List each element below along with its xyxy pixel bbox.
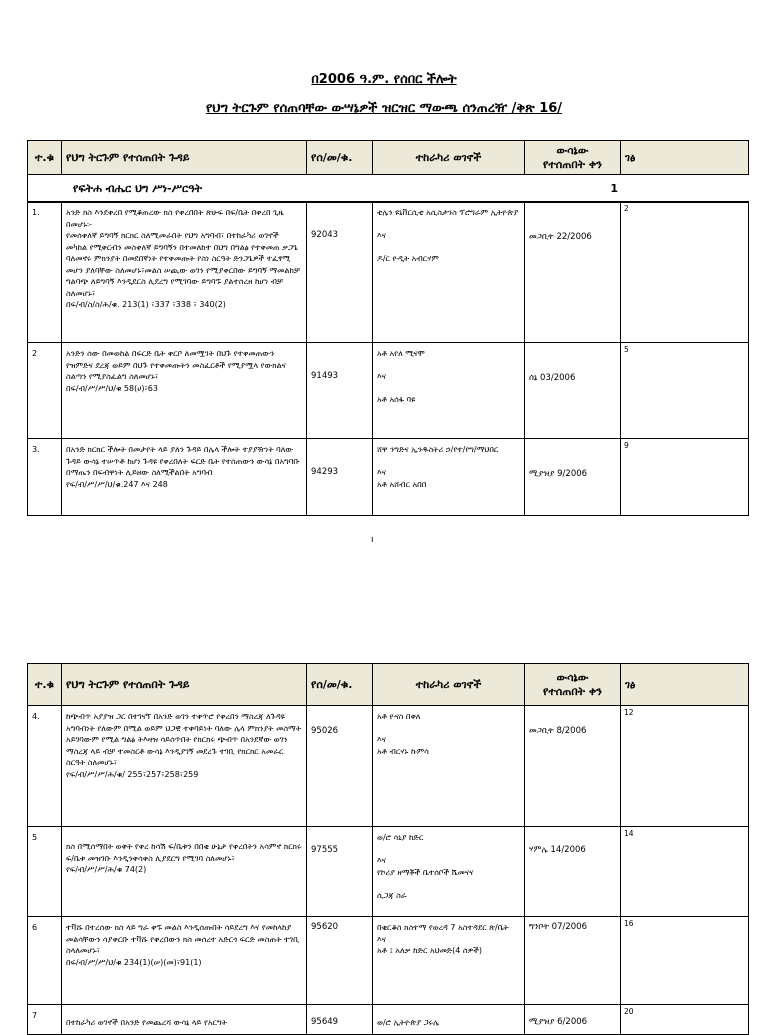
row-parties: አቶ ዮናስ በቀለ እና አቶ ብርሃኑ ኩምሳ (377, 712, 429, 756)
row-issue: ከጭብጥ አያያዝ ጋር በተገናኘ በአንድ ወገን ተቀጥሮ የቀረበን ማስረጃ ለጉዳዩ አግባብነት የለውም በሚል ወይም ህጋዊ ተቀባይነት ባለው ሌላ ምክንያት መስማት አይገባውም የሚል ግልፅ ትእዛዝ ሳይሰጥበት የክርክሩ ጭብጥ በአንደኛው ወገን ማስረጃ ላይ ብቻ ተመስርቶ ውሳኔ እንዲያገኝ መደረጉ ተገቢ የክርክር አመራር ስርዓት ስለመሆኑ፣ የፍ/ብ/ሥ/ሥ/ሕ/ቁ/ 255፣257፣258፣259 (66, 712, 302, 779)
row-parties: ወ/ሮ ሳኒያ ከድር እና የኮሪያ ዘማቾች ቤተሰቦች ሼመናና ሲጋጃ ስራ (377, 833, 474, 900)
row-decision-date: ሚያዝያ 9/2006 (529, 469, 588, 479)
row-number: 7 (32, 1011, 38, 1020)
row-case-number: 95620 (311, 922, 339, 932)
row-decision-date: ሚያዝያ 6/2006 (529, 1017, 588, 1027)
col-header-issue: የህግ ትርጉም የተሰጠበት ጉዳይ (62, 141, 307, 175)
col-header-no: ተ.ቁ (28, 141, 62, 175)
row-parties: ሸዋ ንግድና ኢንዱስትሪ ኃ/የተ/የግ/ማህበር እና አቶ አሸብር አበበ (377, 445, 499, 489)
col-header-page: ገፅ (621, 664, 749, 706)
row-number: 3. (32, 445, 40, 454)
col-header-page: ገፅ (621, 141, 749, 175)
row-number: 2 (32, 349, 38, 358)
row-decision-date: ሰኔ 03/2006 (529, 373, 576, 383)
table-header-row (28, 141, 749, 175)
section-row (28, 175, 749, 203)
row-number: 6 (32, 923, 38, 932)
table-row (28, 343, 749, 439)
row-page: 2 (624, 204, 629, 213)
section-table (27, 174, 748, 203)
row-parties: አቶ አየለ ሚናሞ እና አቶ አሰፋ ባዩ (377, 349, 425, 404)
row-issue: በአንድ ክርክር ችሎት በመታየት ላይ ያለን ጉዳይ በሌላ ችሎት ተያያዥነት ባለው ጉዳይ ውሳኔ ተሠጥቶ ከሆነ ጉዳዩ የቀረበለት ፍርድ ቤት የተሰጠውን ውሳኔ በአግባቡ በማጤን በፍብዋነት ሊይዘው ስለሚችልበት አግባብ የፍ/ብ/ሥ/ሥ/ህ/ቁ.247 እና 248 (66, 445, 300, 489)
row-case-number: 95649 (311, 1017, 339, 1027)
row-case-number: 97555 (311, 845, 339, 855)
table-row (28, 706, 749, 827)
row-number: 5 (32, 833, 38, 842)
col-header-date: ውሳኔው የተሰጠበት ቀን (525, 141, 621, 175)
report-subtitle: የህግ ትርጉም የሰጠባቸው ውሣኔዎች ዝርዝር ማውጫ ሰንጠረዥ /ቅጽ 16/ (205, 101, 563, 116)
col-header-case-no: የሰ/መ/ቁ. (307, 664, 373, 706)
row-case-number: 92043 (311, 230, 339, 240)
table-row (28, 827, 749, 917)
table-header-row (28, 664, 749, 706)
row-number: 4. (32, 712, 40, 721)
row-decision-date: መጋቢት 22/2006 (529, 232, 592, 242)
row-issue: በተከራካሪ ወገኖች በአንድ የመጨረሻ ውሳኔ ላይ የአርግት (66, 1018, 228, 1027)
table-row (28, 917, 749, 1005)
row-case-number: 94293 (311, 467, 339, 477)
page-mark: ı (371, 535, 374, 545)
table-row (28, 439, 749, 516)
row-parties: በቂርቆስ ክስተማ የወረዳ 7 አስተዳደር ጽ/ቤት እና አቶ ፤ አለቃ ከድር አህመድ(4 ሰዎች) (377, 923, 509, 955)
cases-table-1-body (27, 201, 749, 516)
col-header-case-no: የሰ/መ/ቁ. (307, 141, 373, 175)
col-header-issue: የህግ ትርጉም የተሰጠበት ጉዳይ (62, 664, 307, 706)
col-header-no: ተ.ቁ (28, 664, 62, 706)
row-page: 9 (624, 441, 629, 450)
section-number: 1 (610, 182, 618, 195)
table-row (28, 202, 749, 343)
row-page: 20 (624, 1007, 634, 1016)
row-number: 1. (32, 208, 40, 217)
row-decision-date: ሃምሌ 14/2006 (529, 845, 586, 855)
row-page: 12 (624, 708, 634, 717)
row-case-number: 95026 (311, 726, 339, 736)
col-header-parties: ተከራካሪ ወገኖች (373, 664, 525, 706)
row-decision-date: ግንቦት 07/2006 (529, 922, 587, 932)
report-title: በ2006 ዓ.ም. የሰበር ችሎት (311, 72, 457, 87)
row-page: 16 (624, 919, 634, 928)
row-issue: አንድን ሰው በመወከል በፍርድ ቤት ቀርቦ ለመሟገት በህጉ የተቀመጠውን የዝምድና ደረጃ ወይም በህጉ የተቀመጡትን መስፈርቶች የሚያሟላ የውክልና ስልጣን የሚያስፈልግ ስለመሆኑ፣ በፍ/ብ/ሥ/ሥ/ህ/ቁ 58(ሀ)፣63 (66, 349, 286, 393)
row-issue: ክስ በሚሰማበት ወቅት የቀረ ከሳሽ ፍ/ቤቱን በበቂ ሁኔታ የቀረበትን አሳምኖ ክርክሩ ፍ/ቤቱ መዝገቡ እንዲንቀሳቀስ ሊያደርግ የሚገባ ስለመሆኑ፣ የፍ/ብ/ሥ/ሥ/ሕ/ቁ 74(2) (66, 842, 302, 874)
col-header-parties: ተከራካሪ ወገኖች (373, 141, 525, 175)
row-parties: ቲሌን ዩኒቨርሲቲ አሲስታንስ ፕሮግራም ኢትዮጵያ እና ዶ/ር ዮዲት አብርሃም (377, 208, 519, 263)
row-issue: ተቫሹ በተረሰው ክስ ላይ ግራ ቀኙ መልስ እንዲሰጡበት ሳይደረግ እና የመከላከያ መልሳቸውን ሳያቀርቡ ተቫሹ የቀረበውን ክስ መሰረተ አድርጎ ፍርድ መስጠት ተገቢ ስላለመሆኑ፣ በፍ/ብ/ሥ/ሥ/ህ/ቁ 234(1)(ሠ)(መ)፣91(1) (66, 923, 300, 967)
cases-table-1 (27, 140, 749, 175)
cases-table-2 (27, 663, 749, 1035)
col-header-date: ውሳኔው የተሰጠበት ቀን (525, 664, 621, 706)
row-case-number: 91493 (311, 371, 339, 381)
row-page: 5 (624, 345, 629, 354)
row-issue: አንድ ክስ እንደቀረበ የሚቆጠረው ክስ የቀረበበት ጽሁፍ በፍ/ቤት በቀረበ ጊዜ በመሆኑ፡- የመሰቀለኛ ይግባኝ ክርክር ስለሚመራበት የህግ አግባብ፣ በተከራካሪ ወገኖች መካከል የሚቀርብን መስቀለኛ ይግባኝን በተመለከተ በህግ በግልፅ የተቀመጠ ቃጋጌ ባለመኖሩ ምክንያት በመደበኛነት የተቀመጡት የስነ ስርዓት ድንጋጌዎች ተፈፃሚ መሆን ያለባቸው ስለመሆኑ፣መልስ ሠጪው ወገን የሚያቀርበው ይግባኝ ማመልከቻ ግልባጭ ለይግባኝ እንዲደርስ ሊደረግ የሚገባው ይግባኙ ያልተሰረዘ ከሆነ ብቻ ስለመሆኑ፣ በፍ/ብ/ስ/ስ/ሕ/ቁ. 213(1) ፣337 ፣338 ፣ 340(2) (66, 208, 300, 309)
row-page: 14 (624, 829, 634, 838)
row-decision-date: መጋቢት 8/2006 (529, 726, 587, 736)
section-title: የፍትሐ ብሔር ህግ ሥነ-ሥርዓት (73, 181, 203, 195)
row-parties: ወ/ሮ ኢትዮጵያ ጋሩሌ (377, 1018, 440, 1027)
table-row (28, 1005, 749, 1035)
